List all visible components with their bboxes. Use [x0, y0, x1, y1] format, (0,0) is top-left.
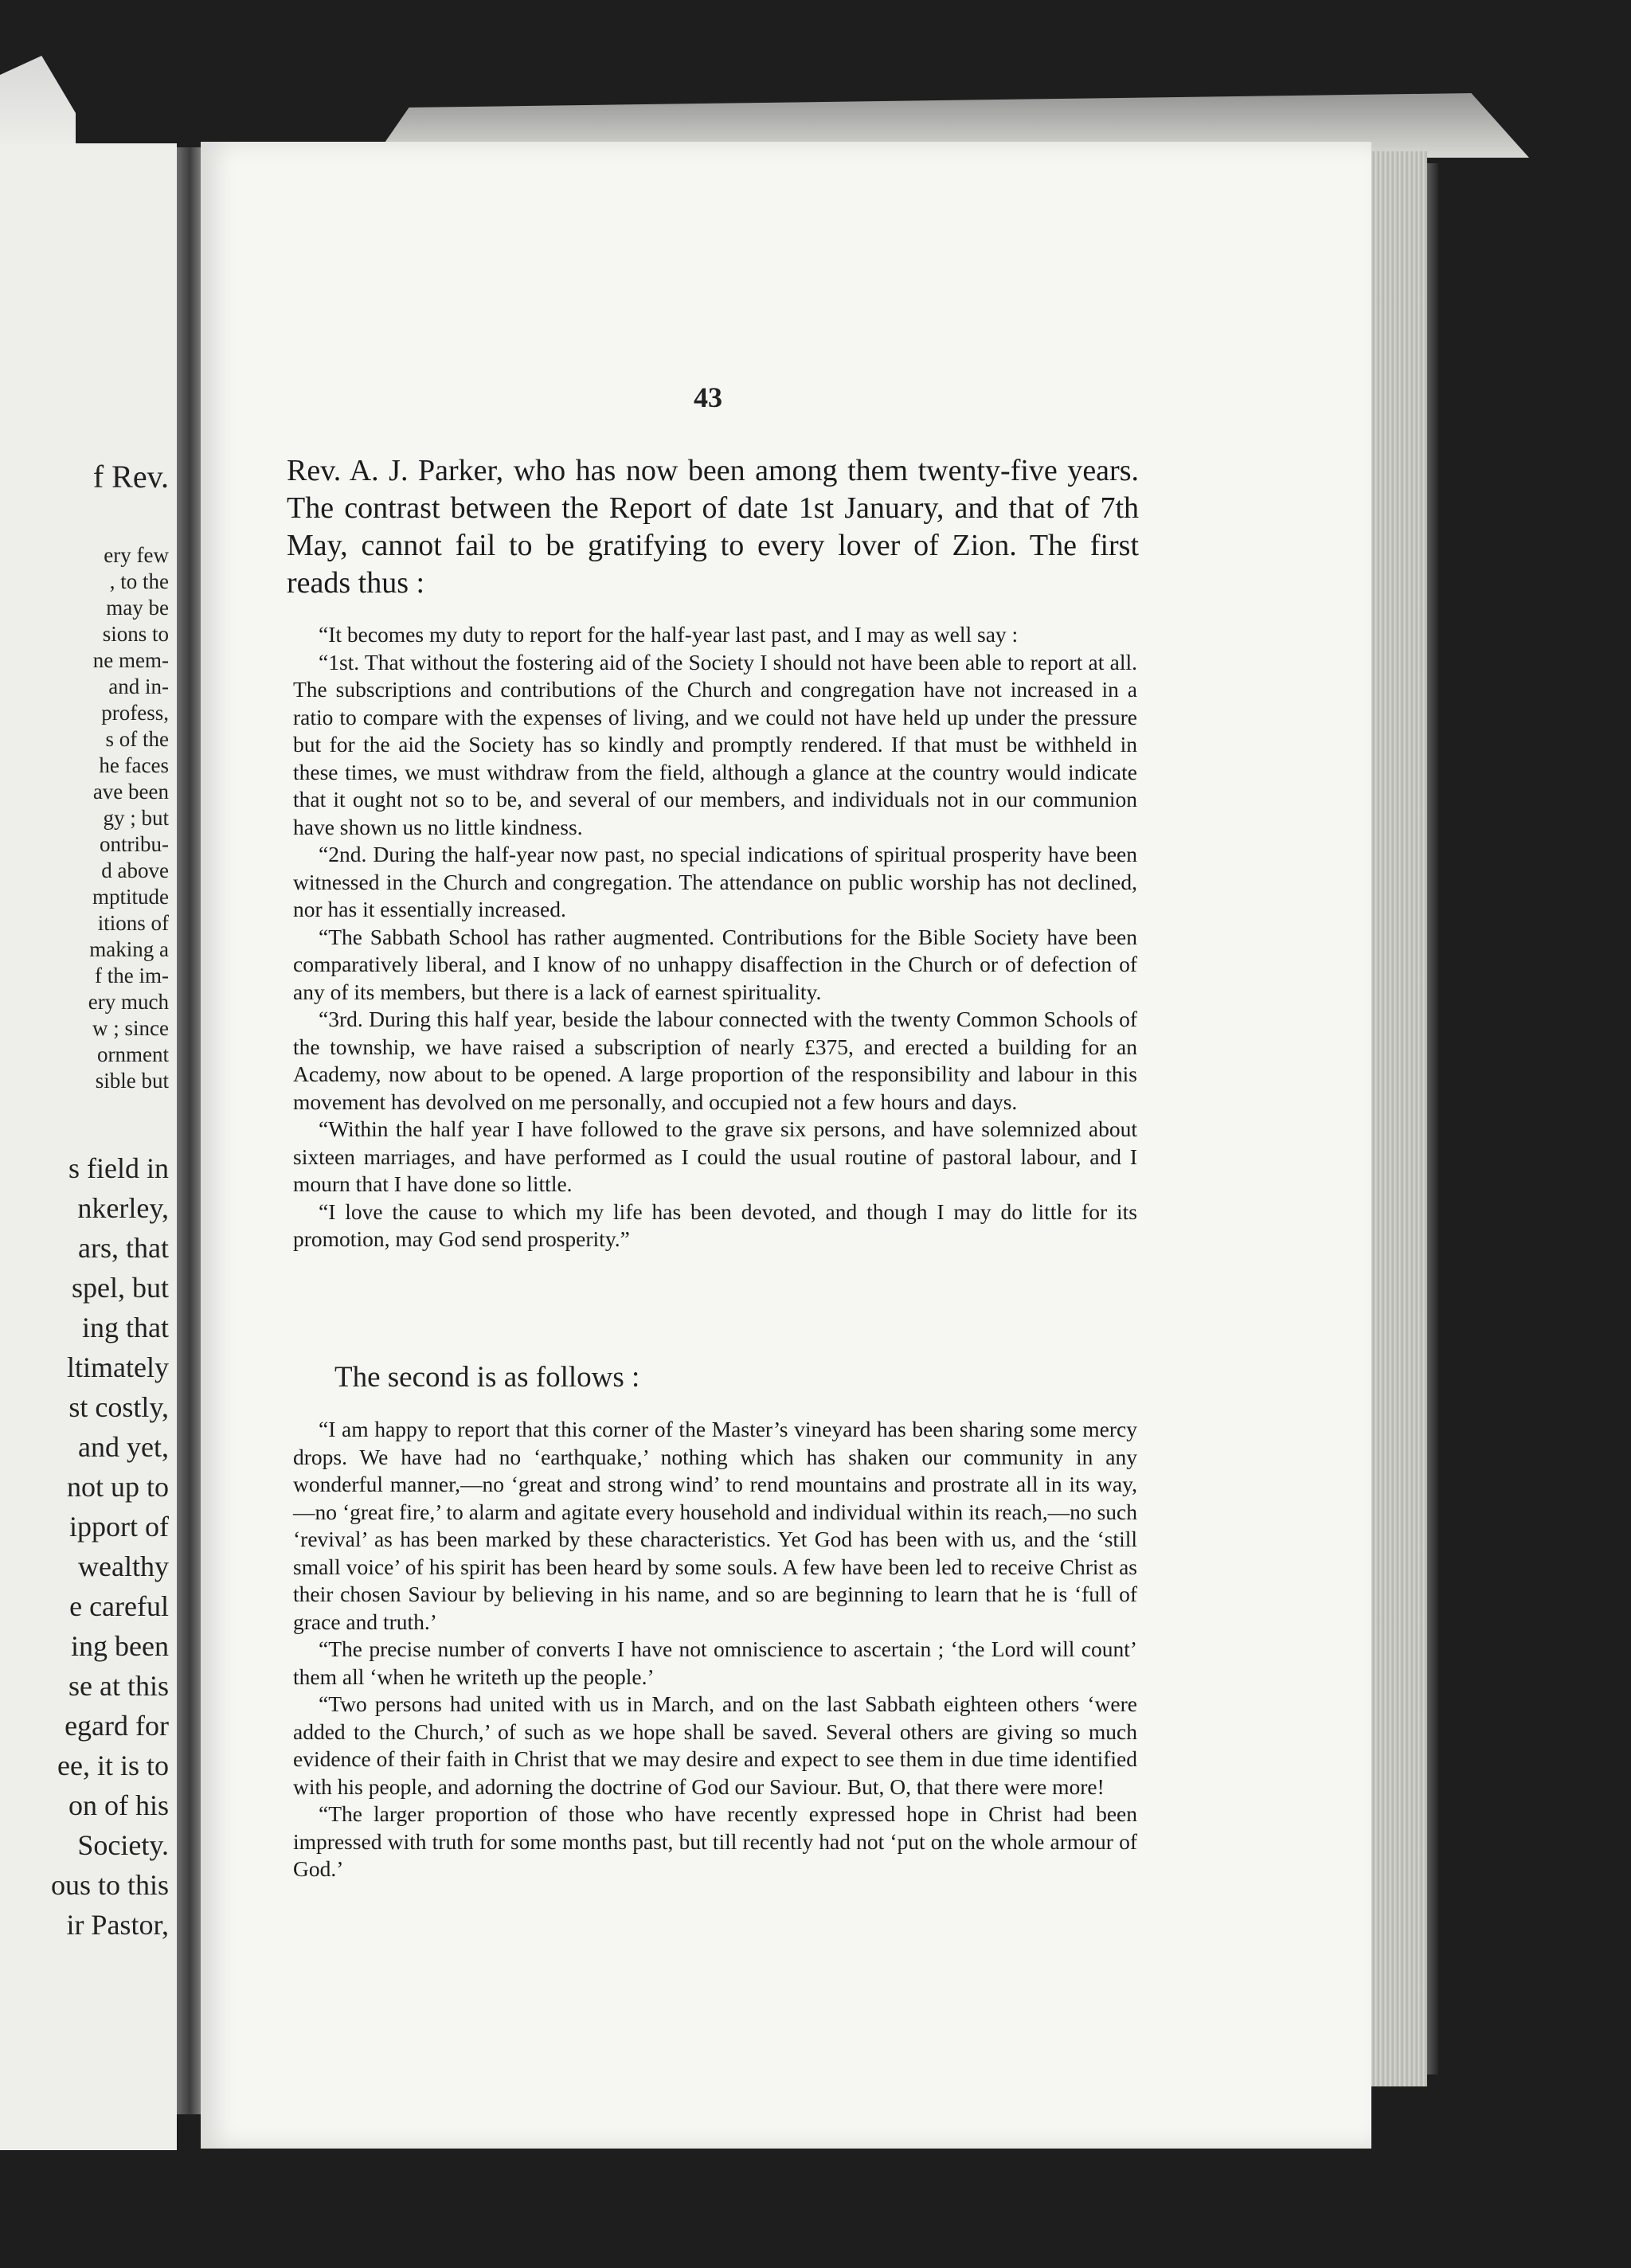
left-page-line: mptitude [92, 885, 169, 909]
left-page-line: nkerley, [77, 1192, 169, 1224]
quote-paragraph: “1st. That without the fostering aid of the Society I should not have been able to report at all. The subscriptions and contributions of the Church and congregation have not increased in a ratio to compare with the expenses of living, and we could not have held up under the pressure but for the aid the Society has so kindly and promptly rendered. If that must be withheld in these times, we must withdraw from the field, although a glance at the country would indicate that it ought not so to be, and several of our members, and individuals not in our communion have shown us no little kindness. [293, 649, 1137, 839]
left-page-line: sible but [95, 1069, 169, 1093]
left-page-line: ipport of [69, 1511, 169, 1543]
left-page-line: profess, [101, 701, 169, 725]
book-gutter [177, 147, 201, 2114]
quote-paragraph: “The Sabbath School has rather augmented. Contributions for the Bible Society have been comparatively liberal, and I know of no unhappy disaffection in the Church or of defection of any of its members, but there is a lack of earnest spirituality. [293, 924, 1137, 1004]
left-page-line: ir Pastor, [66, 1909, 169, 1941]
left-page-line: not up to [66, 1471, 169, 1503]
left-page-line: e careful [69, 1590, 169, 1622]
left-page-line: f Rev. [92, 459, 169, 495]
left-page-line: s of the [105, 727, 169, 751]
quote-paragraph: “The larger proportion of those who have recently expressed hope in Christ had been impressed with truth for some months past, but till recently had not ‘put on the whole armour of God.’ [293, 1801, 1137, 1881]
left-page-line: egard for [65, 1710, 169, 1742]
left-page-line: ee, it is to [57, 1750, 169, 1781]
left-page-line: and in- [108, 675, 169, 698]
quote-paragraph: “Two persons had united with us in March, and on the last Sabbath eighteen others ‘were added to the Church,’ of such as we hope shall be saved. Several others are giving so much evidence of their faith in Christ that we may desire and expect to see them in due time identified with his people, and adorning the doctrine of God our Saviour. But, O, that there were more! [293, 1691, 1137, 1799]
left-page-line: ontribu- [100, 832, 169, 856]
left-page-line: d above [101, 858, 169, 882]
page-edge-shadow [1427, 163, 1438, 2074]
quote-paragraph: “Within the half year I have followed to the grave six persons, and have solemnized about sixteen marriages, and have performed as I could the usual routine of pastoral labour, and I mourn that I have done so little. [293, 1116, 1137, 1196]
page-number: 43 [694, 381, 722, 413]
quote-paragraph: “The precise number of converts I have not omniscience to ascertain ; ‘the Lord will count’ them all ‘when he writeth up the people.’ [293, 1636, 1137, 1689]
left-page-line: ery much [88, 990, 169, 1014]
left-page-line: f the im- [95, 964, 169, 987]
intro-paragraph: Rev. A. J. Parker, who has now been among them twenty-five years. The contrast between the Report of date 1st January, and that of 7th May, cannot fail to be gratifying to every lover of Zion. The first reads thus : [287, 454, 1139, 600]
left-page-line: ing been [71, 1630, 169, 1662]
left-page-line: st costly, [68, 1391, 169, 1423]
left-page-line: sions to [102, 622, 169, 646]
left-page-line: , to the [109, 569, 169, 593]
quote-paragraph: “I am happy to report that this corner of the Master’s vineyard has been sharing some mercy drops. We have had no ‘earthquake,’ nothing which has shaken our community in any wonderful manner,—no ‘great and strong wind’ to rend mountains and prostrate all in its way,—no ‘great fire,’ to alarm and agitate every household and individual within its reach,—no such ‘revival’ as has been marked by these characteristics. Yet God has been with us, and the ‘still small voice’ of his spirit has been heard by some souls. A few have been led to receive Christ as their chosen Saviour by believing in his name, and so are beginning to learn that he is ‘full of grace and truth.’ [293, 1417, 1137, 1634]
left-page-line: s field in [68, 1152, 169, 1184]
second-report-heading: The second is as follows : [334, 1361, 640, 1394]
first-report-quote [293, 621, 1137, 1253]
left-page [0, 143, 177, 2150]
quote-paragraph: “I love the cause to which my life has been devoted, and though I may do little for its promotion, may God send prosperity.” [293, 1199, 1137, 1251]
left-page-line: ing that [82, 1312, 169, 1343]
left-page-line: itions of [97, 911, 169, 935]
left-page-line: se at this [68, 1670, 169, 1702]
quote-paragraph: “3rd. During this half year, beside the labour connected with the twenty Common Schools of the township, we have raised a subscription of nearly £375, and erected a building for an Academy, now about to be opened. A large proportion of the responsibility and labour in this movement has devolved on me personally, and occupied not a few hours and days. [293, 1007, 1137, 1114]
left-page-line: on of his [68, 1789, 169, 1821]
left-page-line: wealthy [78, 1550, 169, 1582]
left-page-line: Society. [77, 1829, 169, 1861]
left-page-line: w ; since [92, 1016, 169, 1040]
left-page-line: he faces [99, 753, 169, 777]
page-edges [1371, 151, 1427, 2086]
quote-paragraph: “2nd. During the half-year now past, no special indications of spiritual prosperity have been witnessed in the Church and congregation. The attendance on public worship has not declined, nor has it essentially increased. [293, 842, 1137, 921]
left-page-line: ne mem- [92, 648, 169, 672]
left-page-line: and yet, [78, 1431, 169, 1463]
left-page-corner [0, 56, 76, 151]
left-page-line: may be [106, 596, 169, 620]
left-page-line: ave been [92, 780, 169, 804]
second-report-quote [293, 1416, 1137, 1883]
left-page-line: ous to this [50, 1869, 169, 1901]
left-page-line: making a [89, 937, 169, 961]
left-page-line: ars, that [78, 1232, 169, 1264]
left-page-line: ornment [97, 1042, 169, 1066]
quote-paragraph: “It becomes my duty to report for the half-year last past, and I may as well say : [319, 622, 1019, 647]
left-page-line: gy ; but [103, 806, 169, 830]
left-page-line: ltimately [67, 1351, 169, 1383]
left-page-line: ery few [104, 543, 169, 567]
left-page-line: spel, but [72, 1272, 169, 1304]
